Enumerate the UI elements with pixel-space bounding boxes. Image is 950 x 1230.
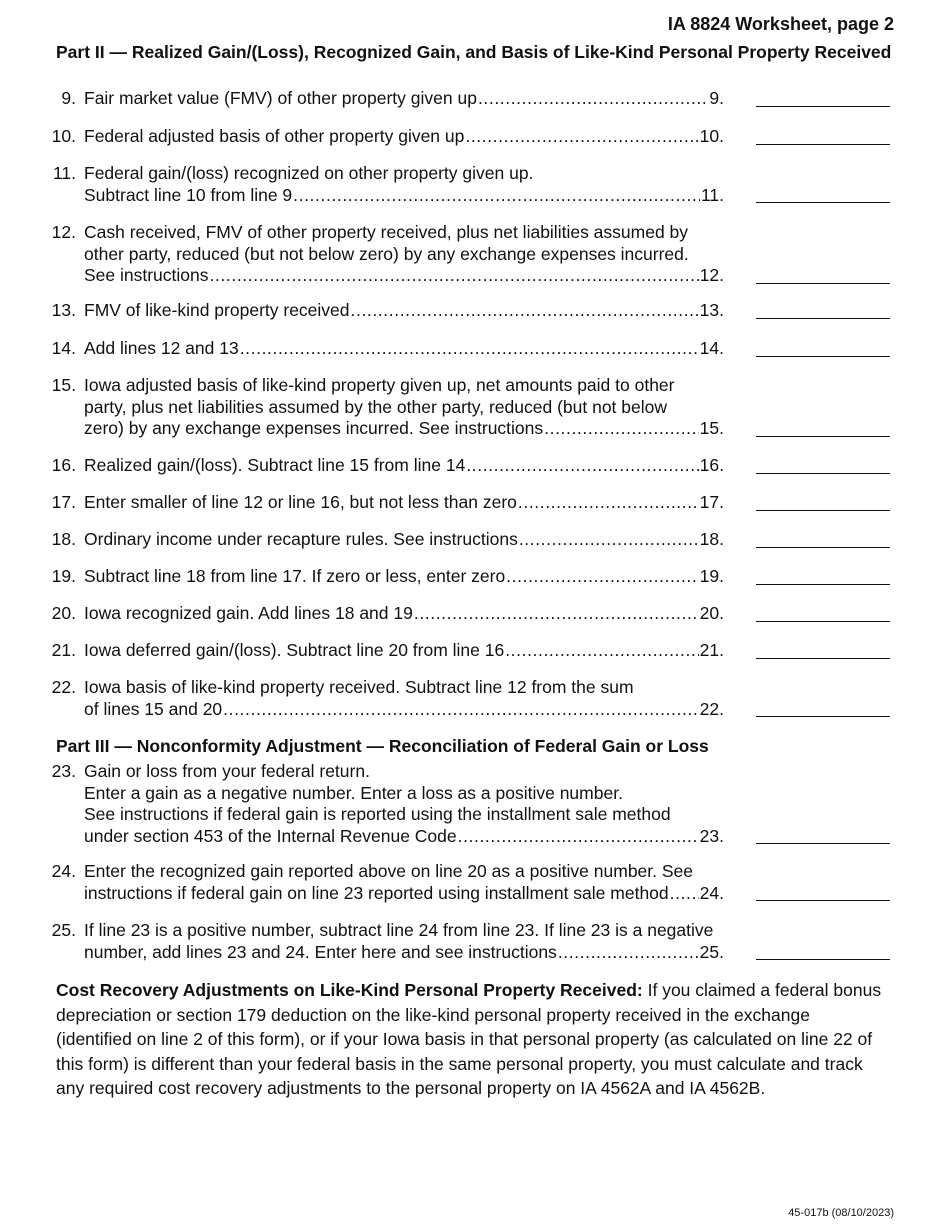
line-text-final-row	[84, 566, 724, 588]
line-text-final-row	[84, 418, 724, 440]
line-text-row: If line 23 is a positive number, subtract line 24 from line 23. If line 23 is a negative	[84, 920, 714, 940]
line-text-final-row	[84, 529, 724, 551]
line-reference: 12.	[699, 265, 724, 285]
line-text	[84, 88, 724, 110]
line-label: instructions if federal gain on line 23 reported using installment sale method	[84, 882, 669, 903]
amount-entry-field[interactable]	[756, 126, 890, 145]
line-text	[84, 222, 724, 287]
dot-leader	[558, 942, 699, 964]
line-text-row: Iowa basis of like-kind property received. Subtract line 12 from the sum	[84, 677, 634, 697]
line-25	[48, 920, 890, 963]
line-label: Iowa deferred gain/(loss). Subtract line 20 from line 16	[84, 640, 505, 660]
line-label: Federal adjusted basis of other property given up	[84, 126, 465, 146]
dot-leader	[414, 603, 699, 625]
amount-entry-field[interactable]	[756, 882, 890, 901]
line-number: 18.	[51, 529, 76, 549]
line-13	[48, 300, 890, 322]
line-text	[84, 761, 724, 847]
line-label: Add lines 12 and 13	[84, 338, 239, 358]
line-18	[48, 529, 890, 551]
line-reference: 10.	[699, 126, 724, 146]
dot-leader	[223, 699, 699, 721]
line-text	[84, 455, 724, 477]
line-number: 15.	[51, 375, 76, 395]
dot-leader	[210, 265, 699, 287]
line-number: 9.	[61, 88, 76, 108]
line-label: zero) by any exchange expenses incurred. See instructions	[84, 418, 544, 438]
dot-leader	[544, 418, 699, 440]
line-text	[84, 338, 724, 360]
line-text-final-row	[84, 699, 724, 721]
line-text	[84, 603, 724, 625]
line-text-final-row	[84, 185, 724, 207]
line-text-row: Enter the recognized gain reported above on line 20 as a positive number. See	[84, 861, 694, 881]
line-text-final-row	[84, 300, 724, 322]
dot-leader	[293, 185, 700, 207]
dot-leader	[351, 300, 699, 322]
dot-leader	[465, 126, 698, 148]
amount-entry-field[interactable]	[756, 941, 890, 960]
line-11	[48, 163, 890, 206]
line-reference: 24.	[699, 882, 724, 903]
dot-leader	[519, 529, 699, 551]
line-number: 25.	[51, 920, 76, 940]
line-label: Enter smaller of line 12 or line 16, but not less than zero	[84, 492, 517, 512]
line-text-final-row	[84, 640, 724, 662]
line-text	[84, 492, 724, 514]
line-24	[48, 861, 890, 904]
line-text-row: Federal gain/(loss) recognized on other property given up.	[84, 163, 534, 183]
amount-entry-field[interactable]	[756, 265, 890, 284]
line-label: See instructions	[84, 265, 209, 285]
line-20	[48, 603, 890, 625]
line-number: 11.	[52, 163, 76, 183]
line-text-row: Gain or loss from your federal return.	[84, 761, 370, 781]
line-21	[48, 640, 890, 662]
dot-leader	[458, 826, 699, 848]
dot-leader	[240, 338, 699, 360]
line-number: 24.	[51, 861, 76, 881]
line-reference: 16.	[699, 455, 724, 475]
line-label: Subtract line 18 from line 17. If zero or less, enter zero	[84, 566, 506, 586]
line-label: Iowa recognized gain. Add lines 18 and 19	[84, 603, 413, 623]
dot-leader	[506, 566, 699, 588]
line-10	[48, 126, 890, 148]
line-16	[48, 455, 890, 477]
line-reference: 23.	[699, 825, 724, 846]
line-number: 13.	[51, 300, 76, 320]
line-text-final-row	[84, 826, 724, 848]
line-text-row: See instructions if federal gain is reported using the installment sale method	[84, 804, 671, 824]
dot-leader	[505, 640, 698, 662]
cost-recovery-text: If you claimed a federal bonus depreciation or section 179 deduction on the like-kind personal property received in the exchange (identified on line 2 of this form), or if your Iowa basis in that personal property (as calculated on line 22 of this form) is different than your federal basis in the same personal property, you must calculate and track any required cost recovery adjustments to the personal property on IA 4562A and IA 4562B.	[56, 980, 882, 1099]
line-text	[84, 861, 724, 904]
line-label: of lines 15 and 20	[84, 698, 223, 719]
line-reference: 18.	[699, 529, 724, 549]
cost-recovery-paragraph	[56, 978, 886, 1101]
line-reference: 9.	[709, 88, 724, 108]
line-19	[48, 566, 890, 588]
line-text-final-row	[84, 455, 724, 477]
part-iii-title: Part III — Nonconformity Adjustment — Reconciliation of Federal Gain or Loss	[56, 736, 709, 756]
form-code: 45-017b (08/10/2023)	[788, 1207, 894, 1219]
line-number: 12.	[51, 222, 76, 242]
line-text	[84, 566, 724, 588]
line-reference: 19.	[699, 566, 724, 586]
line-number: 16.	[51, 455, 76, 475]
line-label: Subtract line 10 from line 9	[84, 184, 293, 205]
amount-entry-field[interactable]	[756, 603, 890, 622]
line-number: 22.	[51, 677, 76, 697]
amount-entry-field[interactable]	[756, 640, 890, 659]
line-15	[48, 375, 890, 440]
line-reference: 20.	[699, 603, 724, 623]
line-reference: 13.	[699, 300, 724, 320]
line-17	[48, 492, 890, 514]
line-23	[48, 761, 890, 847]
line-reference: 11.	[700, 184, 724, 205]
line-number: 17.	[51, 492, 76, 512]
line-text-row: party, plus net liabilities assumed by the other party, reduced (but not below	[84, 396, 668, 417]
line-reference: 25.	[699, 941, 724, 962]
line-22	[48, 677, 890, 720]
line-label: Ordinary income under recapture rules. See instructions	[84, 529, 518, 549]
line-text-final-row	[84, 338, 724, 360]
amount-entry-field[interactable]	[756, 455, 890, 474]
amount-entry-field[interactable]	[756, 698, 890, 717]
line-label: FMV of like-kind property received	[84, 300, 350, 320]
amount-entry-field[interactable]	[756, 338, 890, 357]
line-9	[48, 88, 890, 110]
line-text	[84, 126, 724, 148]
line-number: 23.	[51, 761, 76, 781]
line-text-final-row	[84, 126, 724, 148]
amount-entry-field[interactable]	[756, 184, 890, 203]
line-text-final-row	[84, 883, 724, 905]
line-text-row: Enter a gain as a negative number. Enter a loss as a positive number.	[84, 782, 623, 803]
line-reference: 22.	[699, 698, 724, 719]
dot-leader	[466, 455, 698, 477]
amount-entry-field[interactable]	[756, 529, 890, 548]
line-text	[84, 163, 724, 206]
dot-leader	[670, 883, 699, 905]
line-text-row: other party, reduced (but not below zero) by any exchange expenses incurred.	[84, 243, 689, 264]
page-header: IA 8824 Worksheet, page 2	[667, 14, 894, 34]
line-reference: 15.	[699, 418, 724, 438]
amount-entry-field[interactable]	[756, 566, 890, 585]
line-text-final-row	[84, 603, 724, 625]
line-number: 10.	[51, 126, 76, 146]
amount-entry-field[interactable]	[756, 418, 890, 437]
dot-leader	[518, 492, 699, 514]
line-label: under section 453 of the Internal Revenue Code	[84, 825, 457, 846]
part-ii-title: Part II — Realized Gain/(Loss), Recognized Gain, and Basis of Like-Kind Personal Property Received	[56, 42, 892, 62]
cost-recovery-heading: Cost Recovery Adjustments on Like-Kind Personal Property Received:	[56, 980, 643, 1000]
line-number: 20.	[51, 603, 76, 623]
line-label: Realized gain/(loss). Subtract line 15 from line 14	[84, 455, 466, 475]
line-number: 21.	[51, 640, 76, 660]
line-text	[84, 677, 724, 720]
line-text	[84, 375, 724, 440]
dot-leader	[478, 88, 708, 110]
line-number: 19.	[51, 566, 76, 586]
line-text-row: Iowa adjusted basis of like-kind property given up, net amounts paid to other	[84, 375, 675, 395]
amount-entry-field[interactable]	[756, 825, 890, 844]
amount-entry-field[interactable]	[756, 492, 890, 511]
line-text-final-row	[84, 492, 724, 514]
line-text-final-row	[84, 942, 724, 964]
line-reference: 14.	[699, 338, 724, 358]
line-text	[84, 640, 724, 662]
line-text	[84, 529, 724, 551]
amount-entry-field[interactable]	[756, 88, 890, 107]
line-text	[84, 300, 724, 322]
line-text	[84, 920, 724, 963]
line-label: Fair market value (FMV) of other property given up	[84, 88, 477, 108]
line-text-final-row	[84, 88, 724, 110]
line-text-final-row	[84, 265, 724, 287]
line-reference: 21.	[699, 640, 724, 660]
line-12	[48, 222, 890, 287]
line-14	[48, 338, 890, 360]
line-number: 14.	[51, 338, 76, 358]
line-reference: 17.	[699, 492, 724, 512]
line-label: number, add lines 23 and 24. Enter here and see instructions	[84, 941, 557, 962]
amount-entry-field[interactable]	[756, 300, 890, 319]
line-text-row: Cash received, FMV of other property received, plus net liabilities assumed by	[84, 222, 689, 242]
